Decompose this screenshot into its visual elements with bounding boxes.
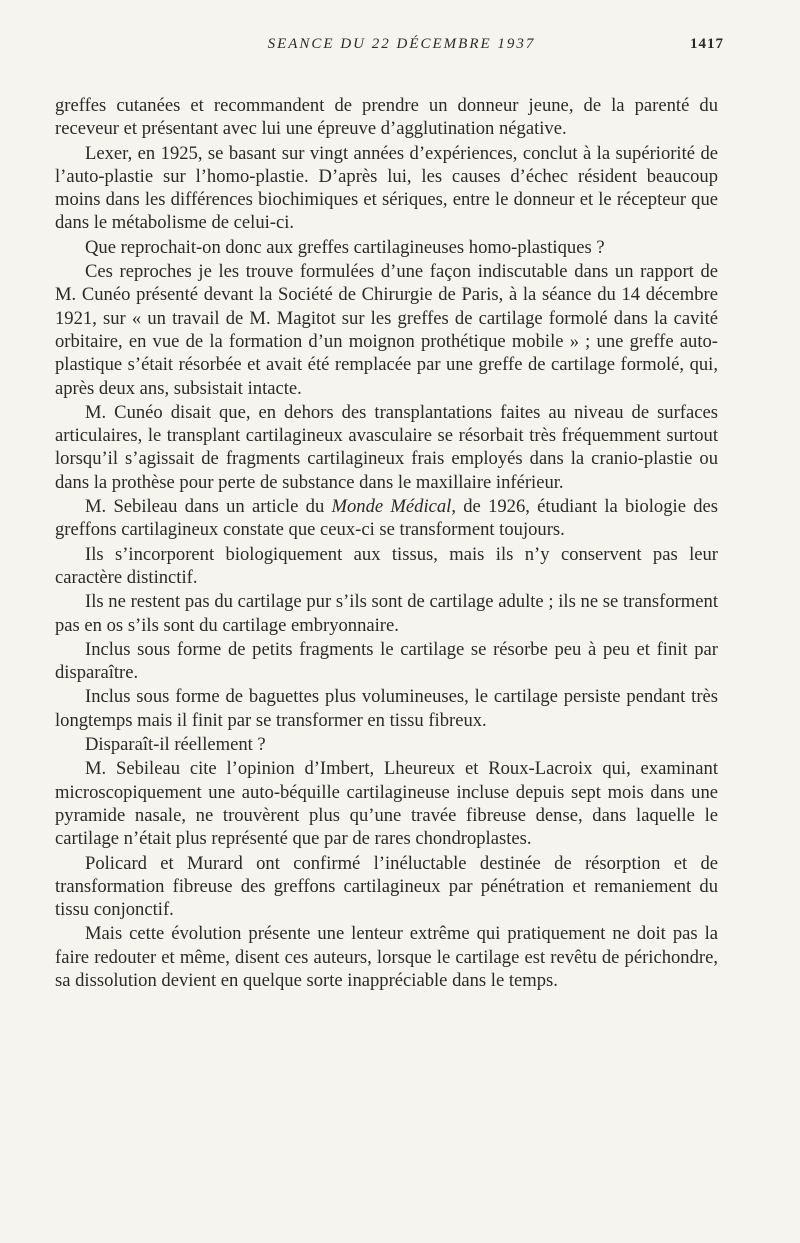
paragraph-13: Policard et Murard ont confirmé l’inéluctable destinée de résorption et de transformation fibreuse des greffons cartilagineux par pénétration et remaniement du tissu conjonctif. <box>55 852 718 921</box>
running-head <box>55 36 724 64</box>
paragraph-6-start: M. Sebileau dans un article du <box>85 496 332 518</box>
paragraph-14: Mais cette évolution présente une lenteur extrême qui pratiquement ne doit pas la faire redouter et même, disent ces auteurs, lorsque le cartilage est revêtu de périchondre, sa dissolution devient en quelque sorte inappréciable dans le temps. <box>55 923 718 991</box>
paragraph-5: M. Cunéo disait que, en dehors des transplantations faites au niveau de surfaces articulaires, le transplant cartilagineux avasculaire se résorbait très fréquemment surtout lorsqu’il s’agissait de fragments cartilagineux frais employés dans la cranio-plastie ou dans la prothèse pour perte de substance dans le maxillaire inférieur. <box>55 401 718 493</box>
paragraph-8: Ils ne restent pas du cartilage pur s’ils sont de cartilage adulte ; ils ne se transforment pas en os s’ils sont du cartilage embryonnaire. <box>55 591 718 636</box>
paragraph-9: Inclus sous forme de petits fragments le cartilage se résorbe peu à peu et finit par disparaître. <box>55 638 718 684</box>
paragraph-6 <box>55 495 718 542</box>
body-text <box>55 94 718 992</box>
page-number: 1417 <box>690 36 724 52</box>
paragraph-10: Inclus sous forme de baguettes plus volumineuses, le cartilage persiste pendant très longtemps mais il finit par se transformer en tissu fibreux. <box>55 686 718 731</box>
paragraph-4: Ces reproches je les trouve formulées d’une façon indiscutable dans un rapport de M. Cunéo présenté devant la Société de Chirurgie de Paris, à la séance du 14 décembre 1921, sur « un travail de M. Magitot sur les greffes de cartilage formolé dans la cavité orbitaire, en vue de la formation d’un moignon prothétique mobile » ; une greffe auto-plastique s’était résorbée et avait été remplacée par une greffe de cartilage formolé, qui, après deux ans, subsistait intacte. <box>55 261 718 399</box>
paragraph-11: Disparaît-il réellement ? <box>85 734 266 756</box>
paragraph-3: Que reprochait-on donc aux greffes cartilagineuses homo-plastiques ? <box>85 236 605 258</box>
running-title: SEANCE DU 22 DÉCEMBRE 1937 <box>267 36 536 52</box>
paragraph-12: M. Sebileau cite l’opinion d’Imbert, Lheureux et Roux-Lacroix qui, examinant microscopiquement une auto-béquille cartilagineuse incluse depuis sept mois dans une pyramide nasale, ne trouvèrent plus qu’une travée fibreuse dense, dans laquelle le cartilage n’était plus représenté que par de rares chondroplastes. <box>55 758 718 850</box>
paragraph-7: Ils s’incorporent biologiquement aux tissus, mais ils n’y conservent pas leur caractère distinctif. <box>55 543 718 588</box>
paragraph-2: Lexer, en 1925, se basant sur vingt années d’expériences, conclut à la supériorité de l’auto-plastie sur l’homo-plastie. D’après lui, les causes d’échec résident beaucoup moins dans les différences biochimiques et sériques, entre le donneur et le récepteur que dans le métabolisme de celui-ci. <box>55 142 718 234</box>
paragraph-1: greffes cutanées et recommandent de prendre un donneur jeune, de la parenté du receveur et présentant avec lui une épreuve d’agglutination négative. <box>55 95 718 140</box>
journal-title: Monde Médical <box>331 496 452 518</box>
paragraph-6-end: , de 1926, étudiant la biologie des greffons cartilagineux constate que ceux-ci se transforment toujours. <box>55 496 718 541</box>
